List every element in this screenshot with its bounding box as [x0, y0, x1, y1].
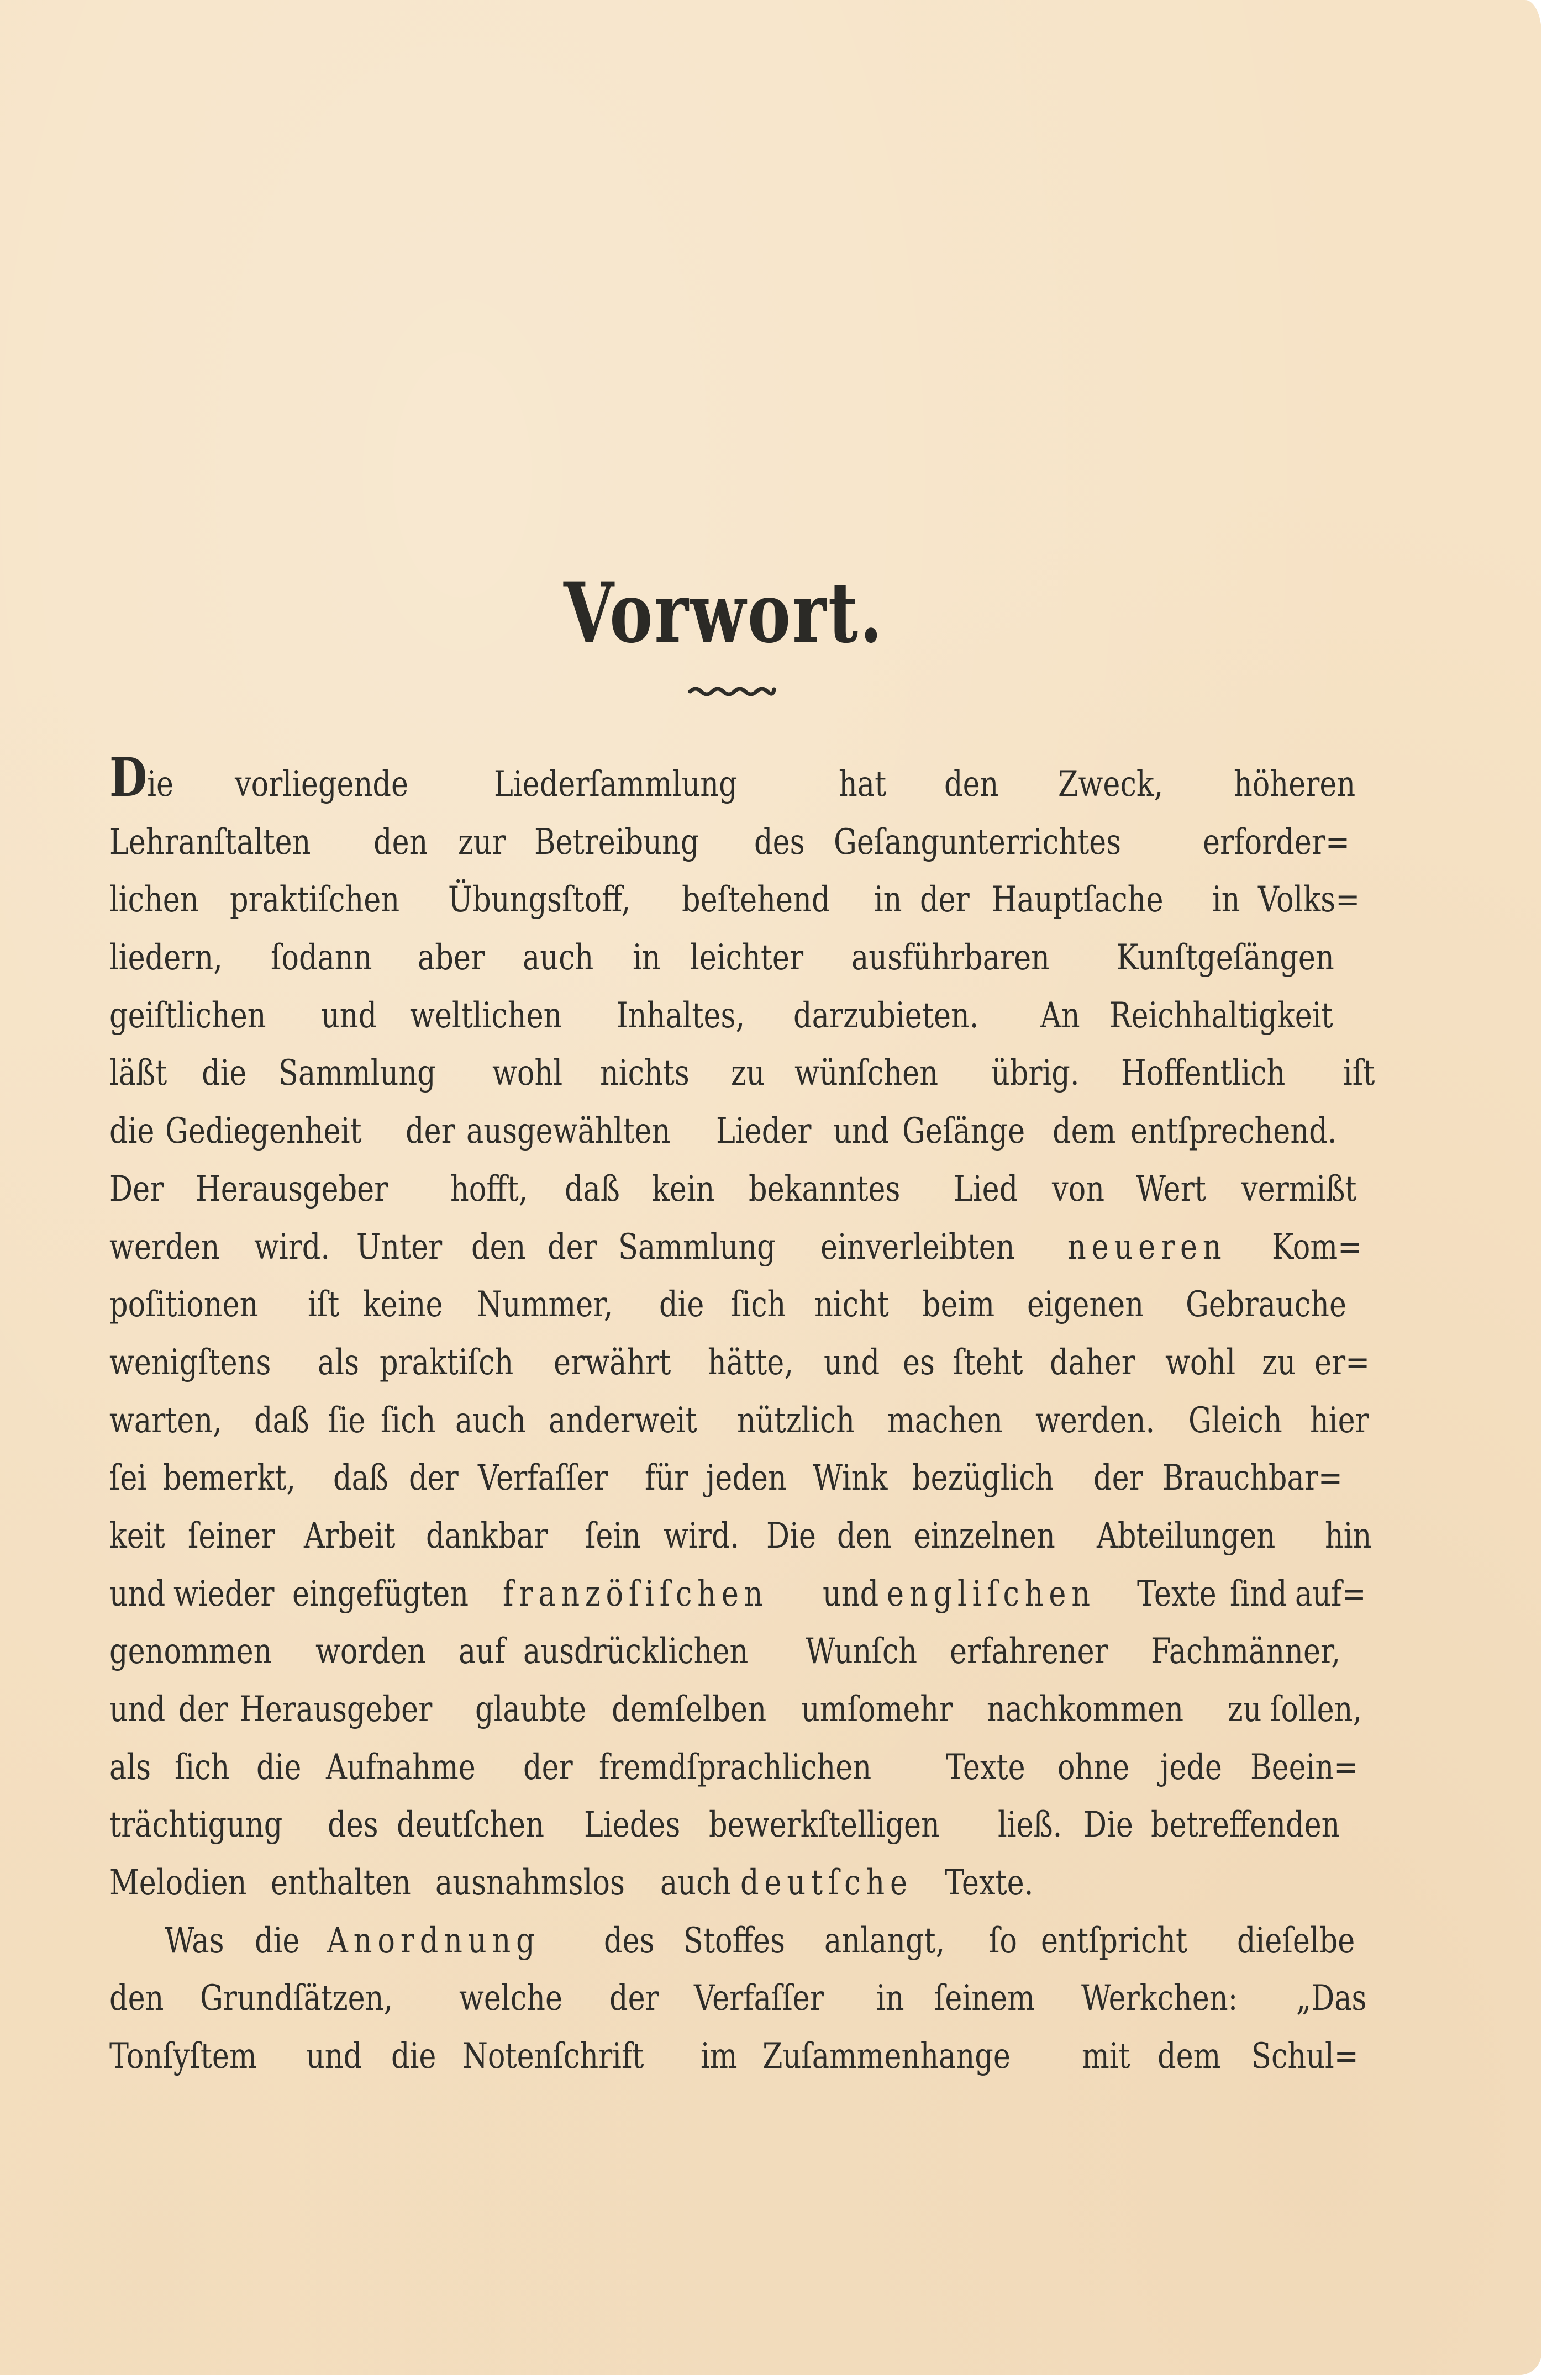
word: und [109, 1573, 166, 1614]
word: Stoffes [683, 1920, 785, 1961]
word: deutſchen [397, 1804, 545, 1846]
text-line [109, 1507, 1372, 1565]
word: betreffenden [1151, 1804, 1340, 1846]
word: iſt [307, 1284, 340, 1326]
word: auch [660, 1862, 732, 1904]
word: des [328, 1804, 378, 1846]
word: keit [109, 1515, 165, 1556]
word: wieder [173, 1573, 275, 1614]
word: bewerkſtelligen [708, 1804, 940, 1846]
word: auch [455, 1400, 526, 1441]
word: von [1051, 1168, 1104, 1210]
word: deutſche [740, 1862, 913, 1904]
word: hier [1309, 1400, 1369, 1441]
text-line [109, 1160, 1357, 1218]
word: Texte [945, 1746, 1025, 1788]
word: die [659, 1284, 704, 1326]
text-line [109, 1044, 1375, 1102]
word: nachkommen [987, 1689, 1184, 1730]
text-line [109, 2028, 1357, 2086]
word: iſt [1343, 1053, 1375, 1094]
text-line [109, 1970, 1367, 2028]
text-line [109, 746, 1357, 814]
word: Verfaſſer [478, 1458, 608, 1499]
text-line [109, 1276, 1357, 1334]
word: entſprechend. [1130, 1111, 1337, 1152]
word: und [321, 995, 377, 1036]
word: nicht [814, 1284, 889, 1326]
word: trächtigung [109, 1804, 283, 1846]
word: daher [1049, 1342, 1135, 1383]
word: einverleibten [820, 1226, 1015, 1268]
word: „Das [1296, 1978, 1367, 2019]
word: des [604, 1920, 655, 1961]
word: die [109, 1111, 155, 1152]
word: Abteilungen [1097, 1515, 1276, 1556]
text-line [109, 1739, 1357, 1797]
word: ſteht [953, 1342, 1023, 1383]
word: Notenſchrift [462, 2036, 644, 2077]
text-line [109, 1796, 1357, 1854]
text-line [109, 814, 1357, 872]
word: zu [730, 1053, 765, 1094]
word: auf= [1295, 1573, 1366, 1614]
word: Wert [1135, 1168, 1206, 1210]
word: Melodien [109, 1862, 247, 1904]
word: Geſänge [902, 1111, 1025, 1152]
word: ſei [109, 1458, 147, 1499]
word: Lehranſtalten [109, 821, 311, 863]
word: Arbeit [304, 1515, 396, 1556]
word: ſind [1229, 1573, 1287, 1614]
word: zu [1228, 1689, 1262, 1730]
word: hin [1325, 1515, 1372, 1556]
word: werden [109, 1226, 220, 1268]
word: Die [766, 1515, 816, 1556]
word: ſich [730, 1284, 786, 1326]
word: Was [165, 1920, 224, 1961]
word: des [754, 821, 805, 863]
word: ſie [328, 1400, 366, 1441]
word: und [109, 1689, 166, 1730]
text-line [109, 1565, 1366, 1623]
word: erforder= [1202, 821, 1350, 863]
word: höheren [1233, 764, 1355, 805]
word: daß [254, 1400, 309, 1441]
text-line [109, 987, 1357, 1045]
text-line [109, 1912, 1357, 1970]
word: Reichhaltigkeit [1109, 995, 1333, 1036]
word: hat [838, 764, 886, 805]
word: weltlichen [410, 995, 562, 1036]
word: Wink [812, 1458, 888, 1499]
word: der [523, 1746, 573, 1788]
word: den [109, 1978, 164, 2019]
word: praktiſch [379, 1342, 513, 1383]
word: enthalten [270, 1862, 411, 1904]
word: dem [1157, 2036, 1221, 2077]
word: es [903, 1342, 935, 1383]
word: ſich [381, 1400, 436, 1441]
word: Schul= [1251, 2036, 1359, 2077]
word: der [609, 1978, 659, 2019]
word: Fachmänner, [1150, 1631, 1340, 1672]
word: und [833, 1111, 890, 1152]
word: auf [458, 1631, 506, 1672]
word: Beein= [1250, 1746, 1359, 1788]
word: bemerkt, [163, 1458, 296, 1499]
word: anlangt, [824, 1920, 945, 1961]
word: dieſelbe [1236, 1920, 1355, 1961]
word: Inhaltes, [616, 995, 745, 1036]
word: Die [109, 746, 174, 809]
word: Gebrauche [1186, 1284, 1347, 1326]
word: Brauchbar= [1162, 1458, 1343, 1499]
word: Betreibung [534, 821, 699, 863]
word: Texte. [944, 1862, 1034, 1904]
word: wird. [254, 1226, 330, 1268]
word: Tonſyſtem [109, 2036, 257, 2077]
word: genommen [109, 1631, 272, 1672]
word: fremdſprachlichen [598, 1746, 871, 1788]
word: lichen [109, 879, 199, 921]
word: Herausgeber [239, 1689, 433, 1730]
word: ſodann [271, 937, 372, 979]
word: vorliegende [235, 764, 409, 805]
word: auch [522, 937, 594, 979]
word: daß [333, 1458, 389, 1499]
word: Kunſtgeſängen [1116, 937, 1334, 979]
word: Gleich [1188, 1400, 1282, 1441]
word: Verfaſſer [693, 1978, 824, 2019]
word: Die [1083, 1804, 1133, 1846]
word: geiſtlichen [109, 995, 266, 1036]
word: zur [457, 821, 506, 863]
word: der [1093, 1458, 1143, 1499]
word: den [373, 821, 428, 863]
word: hätte, [708, 1342, 794, 1383]
word: der [548, 1226, 598, 1268]
word: An [1040, 995, 1080, 1036]
word: Anordnung [327, 1920, 540, 1961]
word: der [405, 1111, 455, 1152]
word: in [632, 937, 661, 979]
word: der [919, 879, 970, 921]
word: worden [315, 1631, 427, 1672]
text-line [109, 1623, 1357, 1681]
word: den [837, 1515, 892, 1556]
word: daß [565, 1168, 620, 1210]
word: wenigſtens [109, 1342, 271, 1383]
text-line [109, 1449, 1357, 1507]
word: wird. [663, 1515, 739, 1556]
word: läßt [109, 1053, 167, 1094]
word: Gediegenheit [165, 1111, 362, 1152]
word: demſelben [612, 1689, 767, 1730]
word: ausnahmslos [435, 1862, 625, 1904]
word: ſollen, [1270, 1689, 1362, 1730]
word: die [201, 1053, 247, 1094]
word: keine [362, 1284, 443, 1326]
word: den [944, 764, 999, 805]
word: Herausgeber [195, 1168, 388, 1210]
word: vermißt [1241, 1168, 1357, 1210]
word: bekanntes [749, 1168, 901, 1210]
word: Zweck, [1057, 764, 1163, 805]
word: Werkchen: [1081, 1978, 1238, 2019]
text-line [109, 871, 1360, 929]
word: ausgewählten [466, 1111, 671, 1152]
word: Texte [1136, 1573, 1217, 1614]
word: darzubieten. [793, 995, 979, 1036]
word: anderweit [549, 1400, 697, 1441]
word: eigenen [1027, 1284, 1144, 1326]
word: bezüglich [912, 1458, 1054, 1499]
word: und [823, 1342, 880, 1383]
word: er= [1314, 1342, 1370, 1383]
word: erwährt [554, 1342, 671, 1383]
word: neueren [1067, 1226, 1227, 1268]
word: Liedes [583, 1804, 681, 1846]
word: ausführbaren [851, 937, 1050, 979]
word: Unter [356, 1226, 443, 1268]
word: Hoffentlich [1120, 1053, 1286, 1094]
word: für [644, 1458, 688, 1499]
text-line [109, 1334, 1370, 1392]
word: und [822, 1573, 878, 1614]
word: in [874, 879, 902, 921]
word: die [254, 1920, 300, 1961]
word: mit [1081, 2036, 1130, 2077]
word: franzöſiſchen [503, 1573, 769, 1614]
word: ſo [989, 1920, 1018, 1961]
text-line [109, 1854, 1357, 1912]
word: Volks= [1257, 879, 1360, 921]
word: ausdrücklichen [523, 1631, 749, 1672]
word: glaubte [475, 1689, 587, 1730]
word: liedern, [109, 937, 223, 979]
word: machen [887, 1400, 1003, 1441]
word: wünſchen [794, 1053, 938, 1094]
initial-letter: D [109, 746, 148, 809]
word: ſich [175, 1746, 230, 1788]
word: aber [418, 937, 485, 979]
word: Sammlung [278, 1053, 436, 1094]
word: nützlich [736, 1400, 855, 1441]
word: leichter [690, 937, 803, 979]
word: Zuſammenhange [762, 2036, 1011, 2077]
word: dem [1052, 1111, 1116, 1152]
word: Lied [953, 1168, 1018, 1210]
wavy-rule-ornament-icon [688, 684, 776, 700]
word: Grundſätzen, [199, 1978, 393, 2019]
word: poſitionen [109, 1284, 259, 1326]
word: Kom= [1272, 1226, 1362, 1268]
text-line [109, 929, 1357, 987]
word: jeden [706, 1458, 787, 1499]
word: Wunſch [806, 1631, 918, 1672]
word: die [391, 2036, 436, 2077]
word: zu [1261, 1342, 1296, 1383]
word: Nummer, [476, 1284, 613, 1326]
word: und [306, 2036, 362, 2077]
page-title: Vorwort. [564, 564, 884, 662]
word: als [317, 1342, 359, 1383]
text-line [109, 1392, 1369, 1450]
word: engliſchen [886, 1573, 1096, 1614]
word: der [409, 1458, 459, 1499]
word: umſomehr [801, 1689, 953, 1730]
word: kein [652, 1168, 715, 1210]
word: in [1212, 879, 1240, 921]
word: die [256, 1746, 302, 1788]
word: ſeinem [934, 1978, 1035, 2019]
word: im [701, 2036, 738, 2077]
word: praktiſchen [229, 879, 399, 921]
word: Lieder [716, 1111, 812, 1152]
word: Geſangunterrichtes [834, 821, 1122, 863]
word: erfahrener [949, 1631, 1108, 1672]
word: wohl [492, 1053, 563, 1094]
word: werden. [1035, 1400, 1155, 1441]
word: jede [1160, 1746, 1222, 1788]
word: ohne [1057, 1746, 1130, 1788]
word: Sammlung [618, 1226, 776, 1268]
word: ſeiner [187, 1515, 275, 1556]
word: beim [922, 1284, 994, 1326]
word: übrig. [991, 1053, 1080, 1094]
preface-body-text [109, 746, 1375, 2086]
word: warten, [109, 1400, 222, 1441]
word: Der [109, 1168, 164, 1210]
word: Übungsſtoff, [448, 879, 631, 921]
word: dankbar [425, 1515, 548, 1556]
text-line [109, 1102, 1357, 1160]
word: Aufnahme [326, 1746, 476, 1788]
word: den [471, 1226, 526, 1268]
word: Hauptſache [991, 879, 1164, 921]
text-line [109, 1681, 1362, 1739]
word: beſtehend [682, 879, 830, 921]
word: entſpricht [1041, 1920, 1188, 1961]
word: Liederſammlung [494, 764, 738, 805]
word: der [178, 1689, 228, 1730]
word: welche [459, 1978, 563, 2019]
word: wohl [1165, 1342, 1235, 1383]
word: in [876, 1978, 904, 2019]
word: ſein [585, 1515, 641, 1556]
text-line [109, 1218, 1362, 1276]
word: als [109, 1746, 151, 1788]
word: nichts [599, 1053, 690, 1094]
word: hofft, [450, 1168, 528, 1210]
word: eingefügten [292, 1573, 469, 1614]
word: einzelnen [914, 1515, 1056, 1556]
word: ließ. [997, 1804, 1062, 1846]
